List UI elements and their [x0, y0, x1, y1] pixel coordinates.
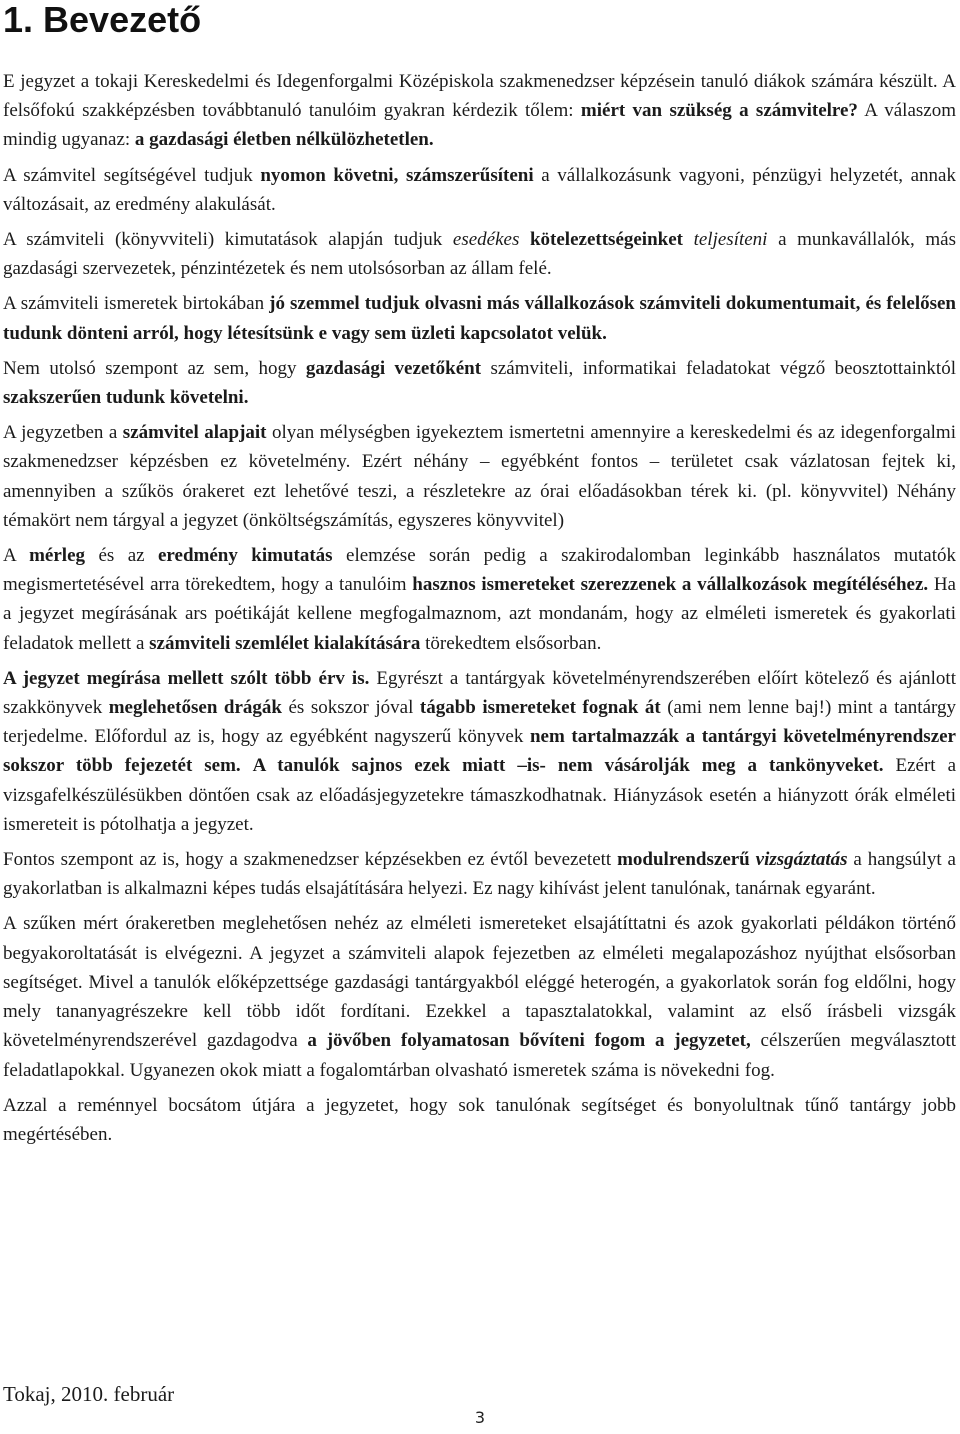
text-run: (ami nem lenne baj!) mint a tantárgy terjedelme. Előfordul az is, hogy az egyébként nagyszerű könyvek [3, 697, 956, 748]
text-run: modulrendszerű [617, 849, 750, 871]
text-run [519, 229, 530, 250]
text-run: Ezért a vizsgafelkészülésükben döntően csak az előadásjegyzetekre támaszkodhatnak. Hiányzások esetén a hiányzott órák elméleti ismereteit is pótolhatja a jegyzet. [3, 755, 957, 835]
text-run: törekedtem elsősorban. [420, 632, 602, 654]
text-run: Ha a jegyzet megírásának ars poétikáját kellene megfogalmaznom, azt mondanám, hogy az elméleti ismeretek és gyakorlati feladatok mellett a [3, 574, 956, 654]
text-run: jó szemmel tudjuk olvasni más vállalkozások számviteli dokumentumait, és felelősen tudunk dönteni arról, hogy létesítsünk e vagy sem üzleti kapcsolatot velük. [3, 293, 956, 344]
text-run: eredmény kimutatás [158, 545, 333, 567]
text-run: A tanulók sajnos ezek miatt –is- nem vásárolják meg a tankönyveket. [252, 755, 884, 777]
text-run: A válaszom mindig ugyanaz: [3, 100, 956, 151]
paragraph-2 [3, 161, 956, 219]
text-run: tágabb ismereteket fognak át [419, 697, 661, 719]
signature-line: Tokaj, 2010. február [3, 1382, 175, 1406]
text-run: olyan mélységben igyekeztem ismertetni amennyire a kereskedelmi és az idegenforgalmi szakmenedzser képzésben ez követelmény. Ezért néhány – egyébként fontos – területet csak vázlatosan fejtek ki, amennyiben a szűkös órakeret ezt lehetővé teszi, a részletekre az órai előadásokban térek ki. (pl. könyvvitel) Néhány témakört nem tárgyal a jegyzet (önköltségszámítás, egyszeres könyvvitel) [3, 422, 956, 531]
text-run: a hangsúlyt a gyakorlatban is alkalmazni képes tudás elsajátítására helyezi. Ez nagy kihívást jelent tanulónak, tanárnak egyaránt. [3, 849, 956, 900]
text-run: nyomon követni, számszerűsíteni [260, 164, 534, 186]
text-run: a munkavállalók, más gazdasági szervezetek, pénzintézetek és nem utolsósorban az állam felé. [3, 229, 956, 280]
text-run: a vállalkozásunk vagyoni, pénzügyi helyzetét, annak változásait, az eredmény alakulását. [3, 164, 956, 215]
text-run: A számvitel segítségével tudjuk [3, 164, 261, 186]
text-run: A [3, 545, 30, 567]
paragraph-10 [3, 909, 956, 1084]
text-run: szakszerűen tudunk követelni. [3, 387, 249, 409]
text-run: a gazdasági életben nélkülözhetetlen. [134, 129, 434, 151]
text-run: A jegyzetben a [3, 422, 123, 444]
text-run: A számviteli ismeretek birtokában [3, 293, 270, 315]
text-run: A jegyzet megírása mellett szólt több érv is. [3, 667, 370, 689]
paragraph-7 [3, 541, 956, 658]
text-run: gazdasági vezetőként [305, 357, 482, 379]
text-run: kötelezettségeinket [529, 229, 683, 251]
text-run: elemzése során pedig a szakirodalomban leginkább használatos mutatók megismertetésével arra törekedtem, hogy a tanulóim [3, 545, 956, 596]
text-run: Azzal a reménnyel bocsátom útjára a jegyzetet, hogy sok tanulónak segítséget és bonyolultnak tűnő tantárgy jobb megértésében. [3, 1094, 956, 1145]
body-text [3, 67, 957, 1406]
text-run: teljesíteni [693, 229, 768, 251]
paragraph-4 [3, 289, 956, 347]
text-run: és sokszor jóval [281, 697, 420, 719]
text-run: hasznos ismereteket szerezzenek a vállalkozások megítéléséhez. [412, 574, 929, 596]
text-run [241, 755, 253, 776]
paragraph-9 [3, 845, 956, 903]
text-run: számvitel alapjait [122, 422, 267, 444]
paragraph-5 [3, 354, 956, 412]
text-run: nem tartalmazzák a tantárgyi követelményrendszer sokszor több fejezetét sem. [3, 726, 956, 777]
text-run: E jegyzet a tokaji Kereskedelmi és Idegenforgalmi Középiskola szakmenedzser képzésein tanuló diákok számára készült. A felsőfokú szakképzésben továbbtanuló tanulóim gyakran kérdezik tőlem: [3, 71, 956, 122]
document-page [3, 0, 957, 1406]
text-run: meglehetősen drágák [108, 697, 282, 719]
paragraph-3 [3, 225, 956, 283]
paragraph-6 [3, 418, 956, 535]
text-run [683, 229, 694, 250]
text-run: esedékes [452, 229, 520, 251]
text-run: A szűken mért órakeretben meglehetősen nehéz az elméleti ismereteket elsajátíttatni és azok gyakorlati példákon történő begyakoroltatását is elvégezni. A jegyzet a számviteli alapok fejezetben az elméleti megalapozáshoz nyújthat elsősorban segítséget. Mivel a tanulók előképzettsége gazdasági tantárgyakból eléggé heterogén, a gyakorlatok során fog eldőlni, hogy mely tananyagrészekre kell több időt fordítani. Ezekkel a tapasztalatokkal, valamint az első írásbeli vizsgák követelményrendszerével gazdagodva [3, 913, 956, 1052]
text-run: Nem utolsó szempont az sem, hogy [3, 357, 306, 379]
page-number: 3 [474, 1408, 486, 1427]
text-run: és az [85, 545, 158, 567]
text-run: mérleg [29, 545, 86, 567]
text-run: Egyrészt a tantárgyak követelményrendszerében előírt kötelező és ajánlott szakkönyvek [3, 667, 956, 719]
text-run: számviteli szemlélet kialakítására [149, 632, 421, 654]
text-run: A számviteli (könyvviteli) kimutatások alapján tudjuk [3, 229, 453, 251]
text-run: célszerűen megválasztott feladatlapokkal. Ugyanezen okok miatt a fogalomtárban olvasható ismeretek száma is növekedni fog. [3, 1030, 957, 1081]
paragraph-8 [3, 664, 956, 839]
chapter-heading: 1. Bevezető [3, 0, 202, 40]
text-run: Fontos szempont az is, hogy a szakmenedzser képzésekben ez évtől bevezetett [3, 849, 618, 871]
paragraph-11 [3, 1091, 956, 1149]
text-run: miért van szükség a számvitelre? [580, 100, 858, 122]
text-run: vizsgáztatás [755, 849, 848, 871]
text-run: a jövőben folyamatosan bővíteni fogom a jegyzetet, [307, 1030, 751, 1052]
paragraph-1 [3, 67, 956, 155]
text-run: számviteli, informatikai feladatokat végző beosztottainktól [481, 357, 956, 379]
